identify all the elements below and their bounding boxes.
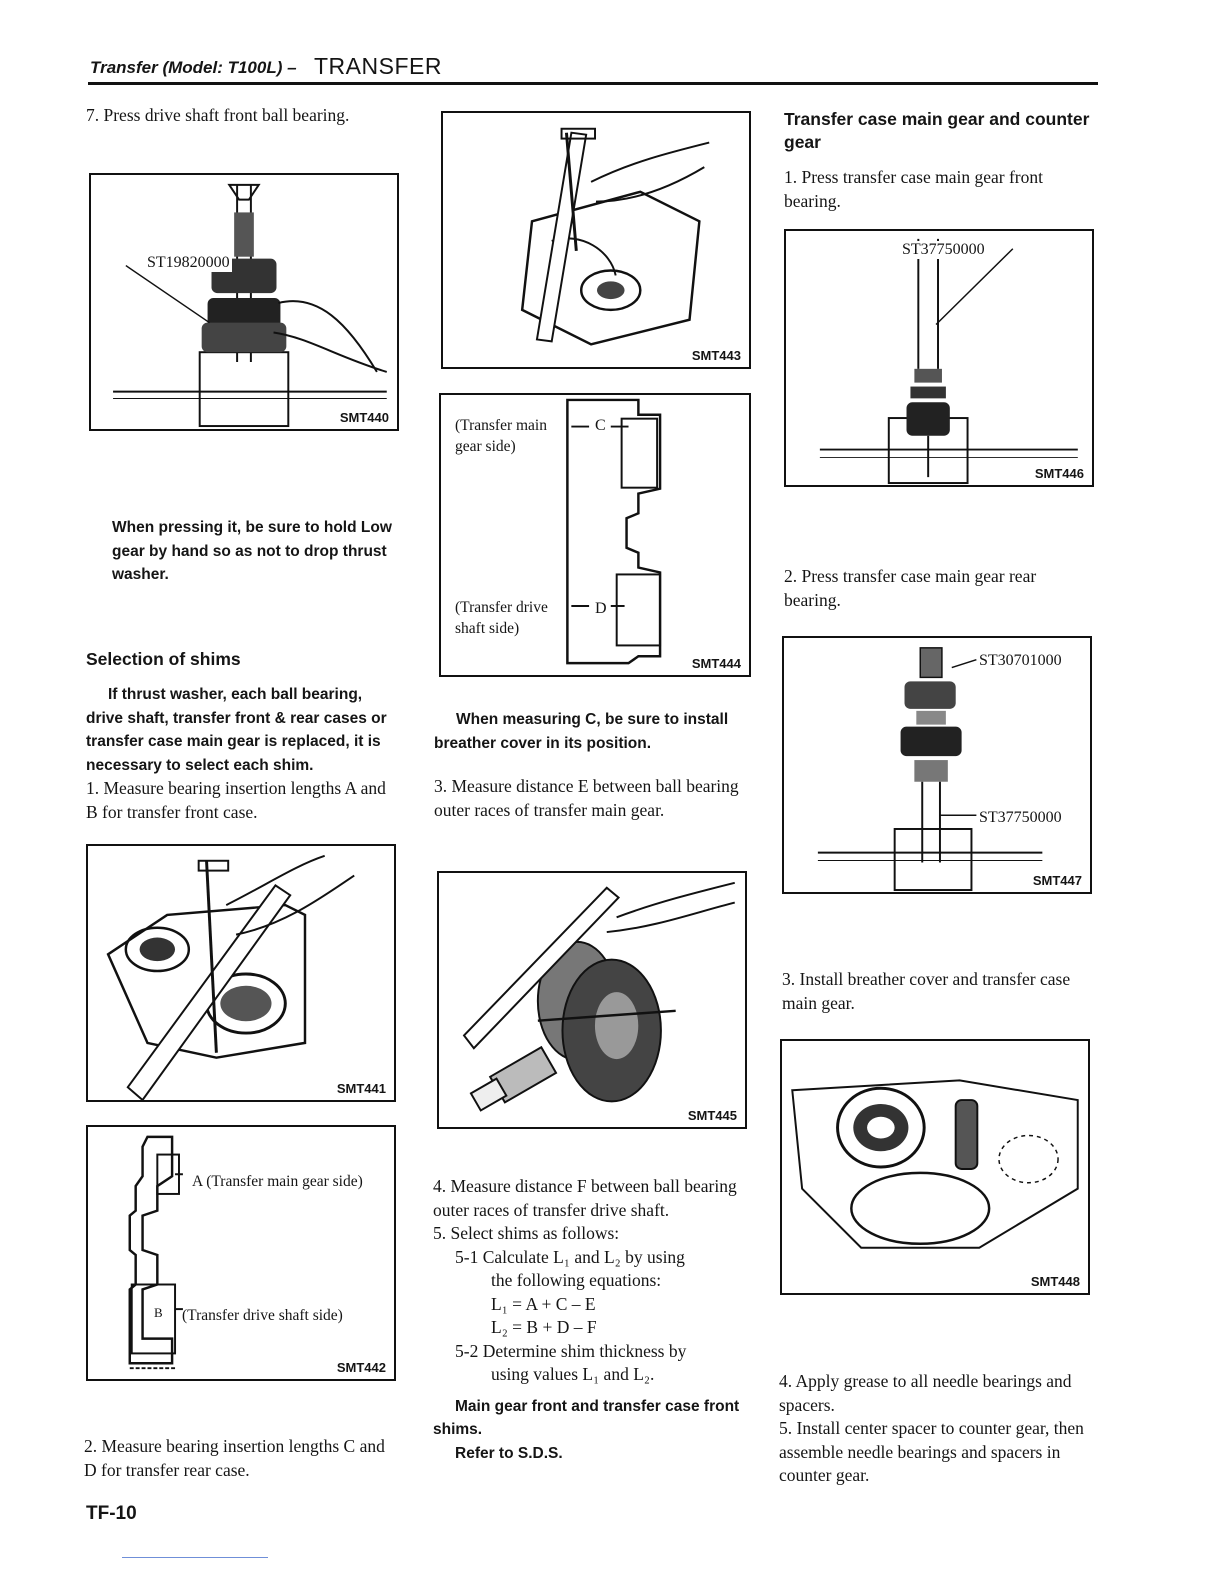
step-4-text: 4. Measure distance F between ball bearing outer races of transfer drive shaft. (433, 1176, 737, 1220)
shims-section (86, 648, 398, 824)
figure-smt442 (86, 1125, 396, 1381)
figure-smt448 (780, 1039, 1090, 1295)
figure-code: SMT440 (339, 410, 389, 425)
tool-label-1: ST30701000 (979, 652, 1062, 669)
step-5-text: 5. Install center spacer to counter gear, then assemble needle bearings and spacers in counter gear. (779, 1418, 1084, 1485)
step-2-text: 2. Measure bearing insertion lengths C and D for transfer rear case. (84, 1436, 385, 1480)
step-3-text: 3. Measure distance E between ball bearing outer races of transfer main gear. (434, 776, 739, 820)
note-440-text: When pressing it, be sure to hold Low gear by hand so as not to drop thrust washer. (112, 519, 392, 583)
header-subtitle: Transfer (Model: T100L) – (90, 58, 297, 77)
footer-line (122, 1557, 268, 1558)
pressing-note (112, 516, 402, 587)
step-5-2b-text: using values L₁ and L₂. (491, 1364, 655, 1384)
press-bearing-illustration (91, 175, 397, 429)
step-5-1b-text: the following equations: (491, 1270, 662, 1290)
sds-ref-text: Refer to S.D.S. (455, 1444, 563, 1462)
tool-label: ST37750000 (902, 241, 985, 258)
tool-label: ST19820000 (147, 254, 230, 271)
step-5-1-text: 5-1 Calculate L₁ and L₂ by using (455, 1246, 685, 1267)
step-4-text: 4. Apply grease to all needle bearings and spacers. (779, 1371, 1072, 1415)
figure-smt445 (437, 871, 747, 1129)
equation-l2: L₂ = B + D – F (491, 1317, 597, 1337)
column-1 (86, 104, 398, 128)
figure-code: SMT448 (1030, 1274, 1080, 1289)
column-2-text-a (434, 708, 744, 822)
letter-c: C (595, 417, 606, 434)
figure-code: SMT446 (1034, 466, 1084, 481)
figure-code: SMT442 (336, 1360, 386, 1375)
figure-smt440 (89, 173, 399, 431)
column-2-text-b (433, 1175, 745, 1465)
page-header (88, 52, 1098, 86)
column-3-text-b (784, 565, 1096, 612)
caliper-main-gear-illustration (439, 873, 745, 1127)
figure-smt441 (86, 844, 396, 1102)
step-2-block (84, 1435, 396, 1482)
front-case-section-diagram (88, 1127, 394, 1379)
column-3-text-a (784, 108, 1096, 213)
figure-code: SMT443 (691, 348, 741, 363)
note-444-text: When measuring C, be sure to install breather cover in its position. (434, 711, 729, 752)
column-3-text-d (779, 1370, 1091, 1488)
figure-code: SMT445 (687, 1108, 737, 1123)
label-a: A (Transfer main gear side) (192, 1173, 363, 1190)
figure-code: SMT447 (1032, 873, 1082, 888)
label-main-gear-side: (Transfer main gear side) (455, 417, 547, 455)
column-3-text-c (782, 968, 1094, 1015)
figure-smt443 (441, 111, 751, 369)
press-front-bearing-illustration (786, 231, 1092, 485)
equation-l1: L₁ = A + C – E (491, 1293, 596, 1314)
press-rear-bearing-illustration (784, 638, 1090, 892)
step-5-2-text: 5-2 Determine shim thickness by (455, 1340, 687, 1361)
step-7-text: 7. Press drive shaft front ball bearing. (86, 105, 350, 125)
letter-b: B (154, 1305, 163, 1320)
caliper-rear-case-illustration (443, 113, 749, 367)
step-5-text: 5. Select shims as follows: (433, 1223, 620, 1243)
breather-cover-illustration (782, 1041, 1088, 1293)
shim-note-text: If thrust washer, each ball bearing, drive shaft, transfer front & rear cases or transfer case main gear is replaced, it is necessary to select each shim. (86, 686, 387, 774)
figure-smt444 (439, 393, 751, 677)
page-number: TF-10 (86, 1503, 137, 1524)
figure-smt447 (782, 636, 1092, 894)
tool-label-2: ST37750000 (979, 809, 1062, 826)
caliper-front-case-illustration (88, 846, 394, 1100)
label-drive-shaft-side: (Transfer drive shaft side) (455, 599, 548, 637)
shim-ref-text: Main gear front and transfer case front shims. (433, 1397, 740, 1438)
step-1-text: 1. Press transfer case main gear front bearing. (784, 167, 1043, 211)
figure-smt446 (784, 229, 1094, 487)
letter-d: D (595, 600, 607, 617)
step-2-text: 2. Press transfer case main gear rear bearing. (784, 566, 1037, 610)
header-rule (88, 82, 1098, 85)
section-heading: Transfer case main gear and counter gear (784, 109, 1090, 152)
figure-code: SMT441 (336, 1081, 386, 1096)
header-title: TRANSFER (314, 53, 442, 79)
section-heading: Selection of shims (86, 649, 241, 669)
step-1-text: 1. Measure bearing insertion lengths A and B for transfer front case. (86, 778, 386, 822)
step-3-text: 3. Install breather cover and transfer case main gear. (782, 969, 1071, 1013)
label-b: (Transfer drive shaft side) (182, 1307, 343, 1324)
figure-code: SMT444 (691, 656, 741, 671)
